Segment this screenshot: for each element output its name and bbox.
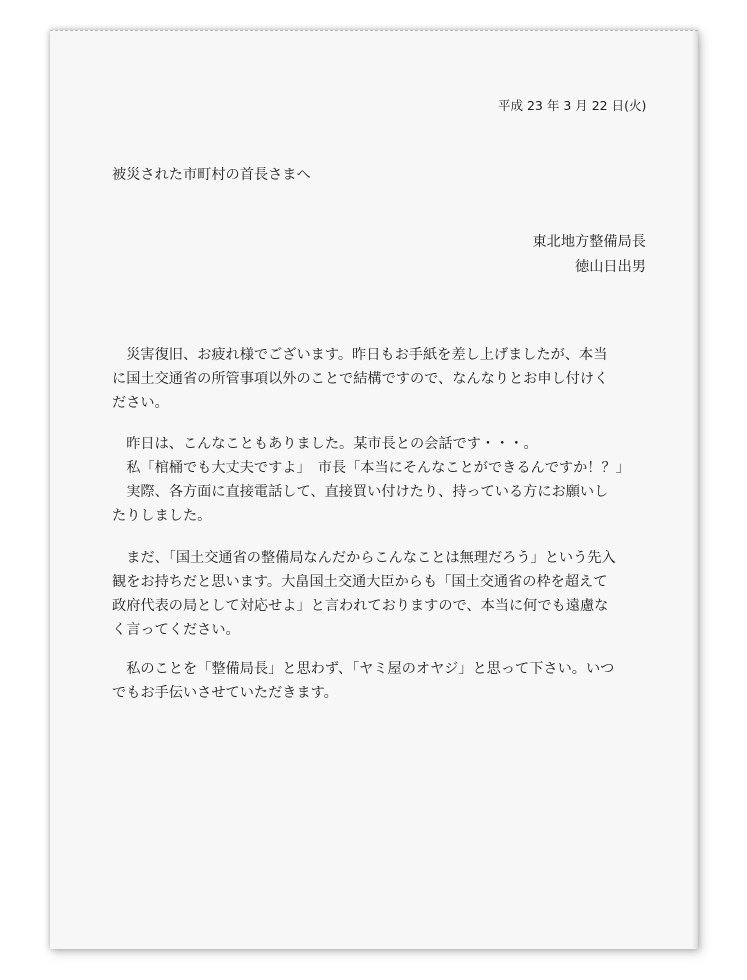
letter-paper <box>50 30 698 949</box>
sender-name: 徳山日出男 <box>575 259 646 275</box>
body-line: 昨日は、こんなこともありました。某市長との会話です・・・。 <box>112 436 538 452</box>
body-line: 政府代表の局として対応せよ」と言われておりますので、本当に何でも遠慮な <box>112 598 609 614</box>
sender-title: 東北地方整備局長 <box>532 234 646 250</box>
letter-recipient: 被災された市町村の首長さまへ <box>112 167 311 183</box>
body-line: く言ってください。 <box>112 622 240 638</box>
body-line: 観をお持ちだと思います。大畠国土交通大臣からも「国土交通省の枠を超えて <box>112 574 608 590</box>
body-line: に国土交通省の所管事項以外のことで結構ですので、なんなりとお申し付けく <box>112 371 609 387</box>
paper-edge-shadow <box>692 31 698 949</box>
letter-date: 平成 23 年 3 月 22 日(火) <box>498 98 647 113</box>
body-line: まだ、「国土交通省の整備局なんだからこんなことは無理だろう」という先入 <box>112 550 616 566</box>
body-line: 私「棺桶でも大丈夫ですよ」 市長「本当にそんなことができるんですか！？」 <box>112 460 630 476</box>
body-line: 災害復旧、お疲れ様でございます。昨日もお手紙を差し上げましたが、本当 <box>112 347 608 363</box>
body-line: 実際、各方面に直接電話して、直接買い付けたり、持っている方にお願いし <box>112 484 609 500</box>
body-line: でもお手伝いさせていただきます。 <box>112 685 338 701</box>
body-line: たりしました。 <box>112 508 212 524</box>
body-line: ださい。 <box>112 395 169 411</box>
body-line: 私のことを「整備局長」と思わず、「ヤミ屋のオヤジ」と思って下さい。いつ <box>112 661 615 677</box>
